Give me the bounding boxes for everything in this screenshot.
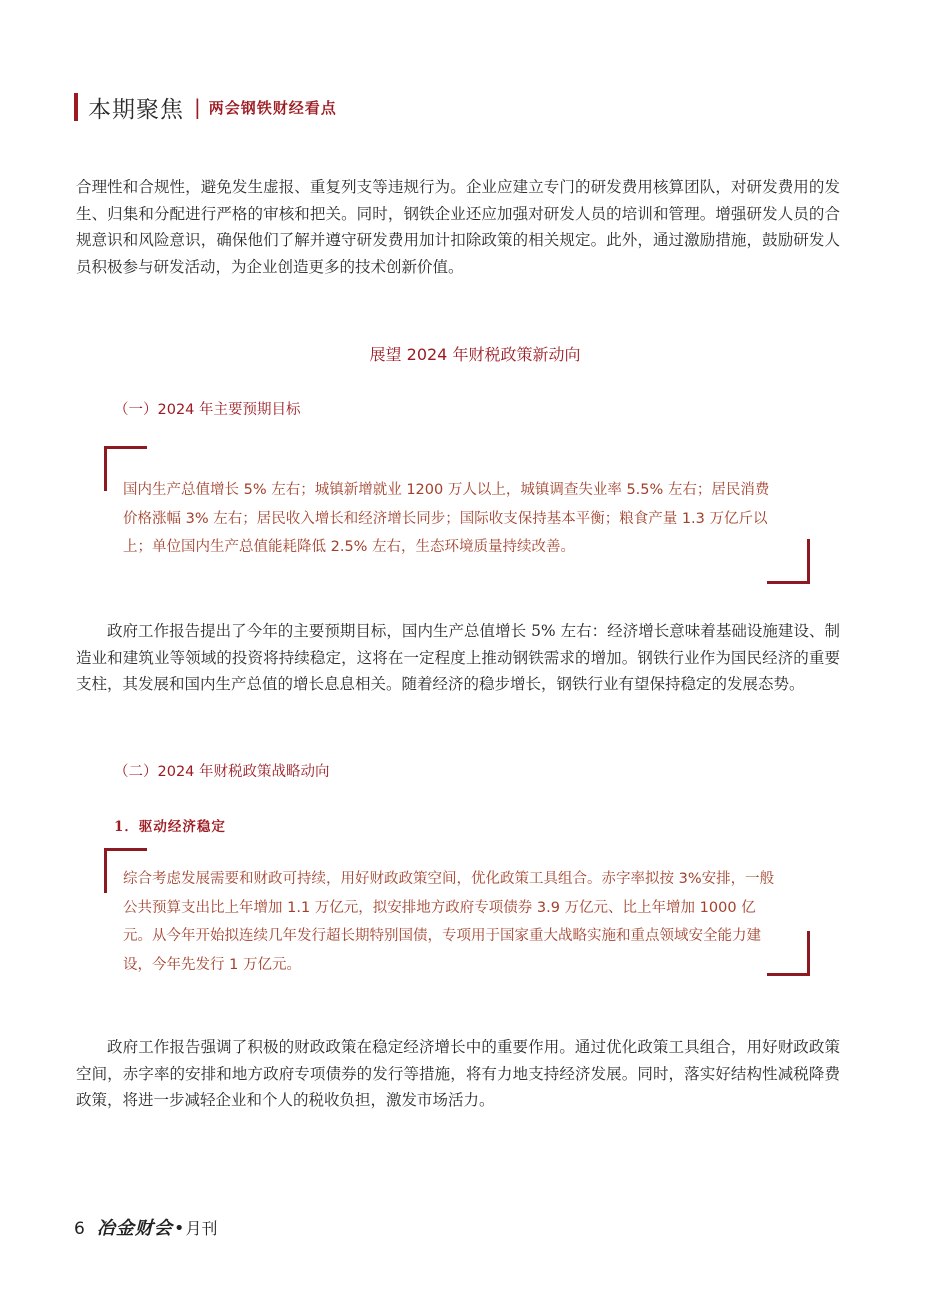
analysis-paragraph-fiscal: 政府工作报告强调了积极的财政政策在稳定经济增长中的重要作用。通过优化政策工具组合，用好财政政策空间，赤字率的安排和地方政府专项债券的发行等措施，将有力地支持经济发展。同时，落实好结构性减税降费政策，将进一步减轻企业和个人的税收负担，激发市场活力。 bbox=[76, 1038, 840, 1109]
quote-corner-top-left bbox=[104, 446, 147, 491]
page-number: 6 bbox=[74, 1219, 85, 1239]
subheading-goals: （一）2024 年主要预期目标 bbox=[114, 402, 301, 418]
footer-dot: • bbox=[173, 1218, 185, 1239]
page-header bbox=[74, 92, 337, 122]
subheading-fiscal: （二）2024 年财税政策战略动向 bbox=[114, 764, 330, 780]
quote-corner-bottom-right bbox=[767, 539, 810, 584]
magazine-name: 冶金财会 bbox=[96, 1218, 173, 1239]
analysis-paragraph-goals: 政府工作报告提出了今年的主要预期目标，国内生产总值增长 5% 左右：经济增长意味着基础设施建设、制造业和建筑业等领域的投资将持续稳定，这将在一定程度上推动钢铁需求的增加。钢铁行业作为国民经济的重要支柱，其发展和国内生产总值的增长息息相关。随着经济的稳步增长，钢铁行业有望保持稳定的发展态势。 bbox=[76, 622, 840, 693]
header-accent-bar bbox=[74, 93, 78, 121]
section-title: 本期聚焦 bbox=[88, 96, 184, 123]
quote-block-goals bbox=[104, 446, 810, 584]
magazine-frequency: 月刊 bbox=[185, 1219, 218, 1238]
quote-block-fiscal bbox=[104, 848, 810, 976]
quote-text-fiscal: 综合考虑发展需要和财政可持续，用好财政政策空间，优化政策工具组合。赤字率拟按 3%安排，一般公共预算支出比上年增加 1.1 万亿元，拟安排地方政府专项债券 3.9 万亿元、比上年增加 1000 亿元。从今年开始拟连续几年发行超长期特别国债，专项用于国家重大战略实施和重点领域安全能力建设，今年先发行 1 万亿元。 bbox=[123, 871, 775, 973]
numbered-heading: 1．驱动经济稳定 bbox=[114, 819, 226, 835]
quote-text-goals: 国内生产总值增长 5% 左右；城镇新增就业 1200 万人以上，城镇调查失业率 5.5% 左右；居民消费价格涨幅 3% 左右；居民收入增长和经济增长同步；国际收支保持基本平衡；粮食产量 1.3 万亿斤以上；单位国内生产总值能耗降低 2.5% 左右，生态环境质量持续改善。 bbox=[123, 482, 770, 555]
header-separator: | bbox=[194, 95, 201, 119]
page-footer bbox=[74, 1214, 217, 1240]
quote-corner-bottom-right bbox=[767, 931, 810, 976]
header-topic: 两会钢铁财经看点 bbox=[208, 98, 337, 117]
intro-paragraph: 合理性和合规性，避免发生虚报、重复列支等违规行为。企业应建立专门的研发费用核算团队，对研发费用的发生、归集和分配进行严格的审核和把关。同时，钢铁企业还应加强对研发人员的培训和管理。增强研发人员的合规意识和风险意识，确保他们了解并遵守研发费用加计扣除政策的相关规定。此外，通过激励措施，鼓励研发人员积极参与研发活动，为企业创造更多的技术创新价值。 bbox=[76, 178, 840, 276]
quote-corner-top-left bbox=[104, 848, 147, 893]
main-heading: 展望 2024 年财税政策新动向 bbox=[369, 345, 581, 364]
